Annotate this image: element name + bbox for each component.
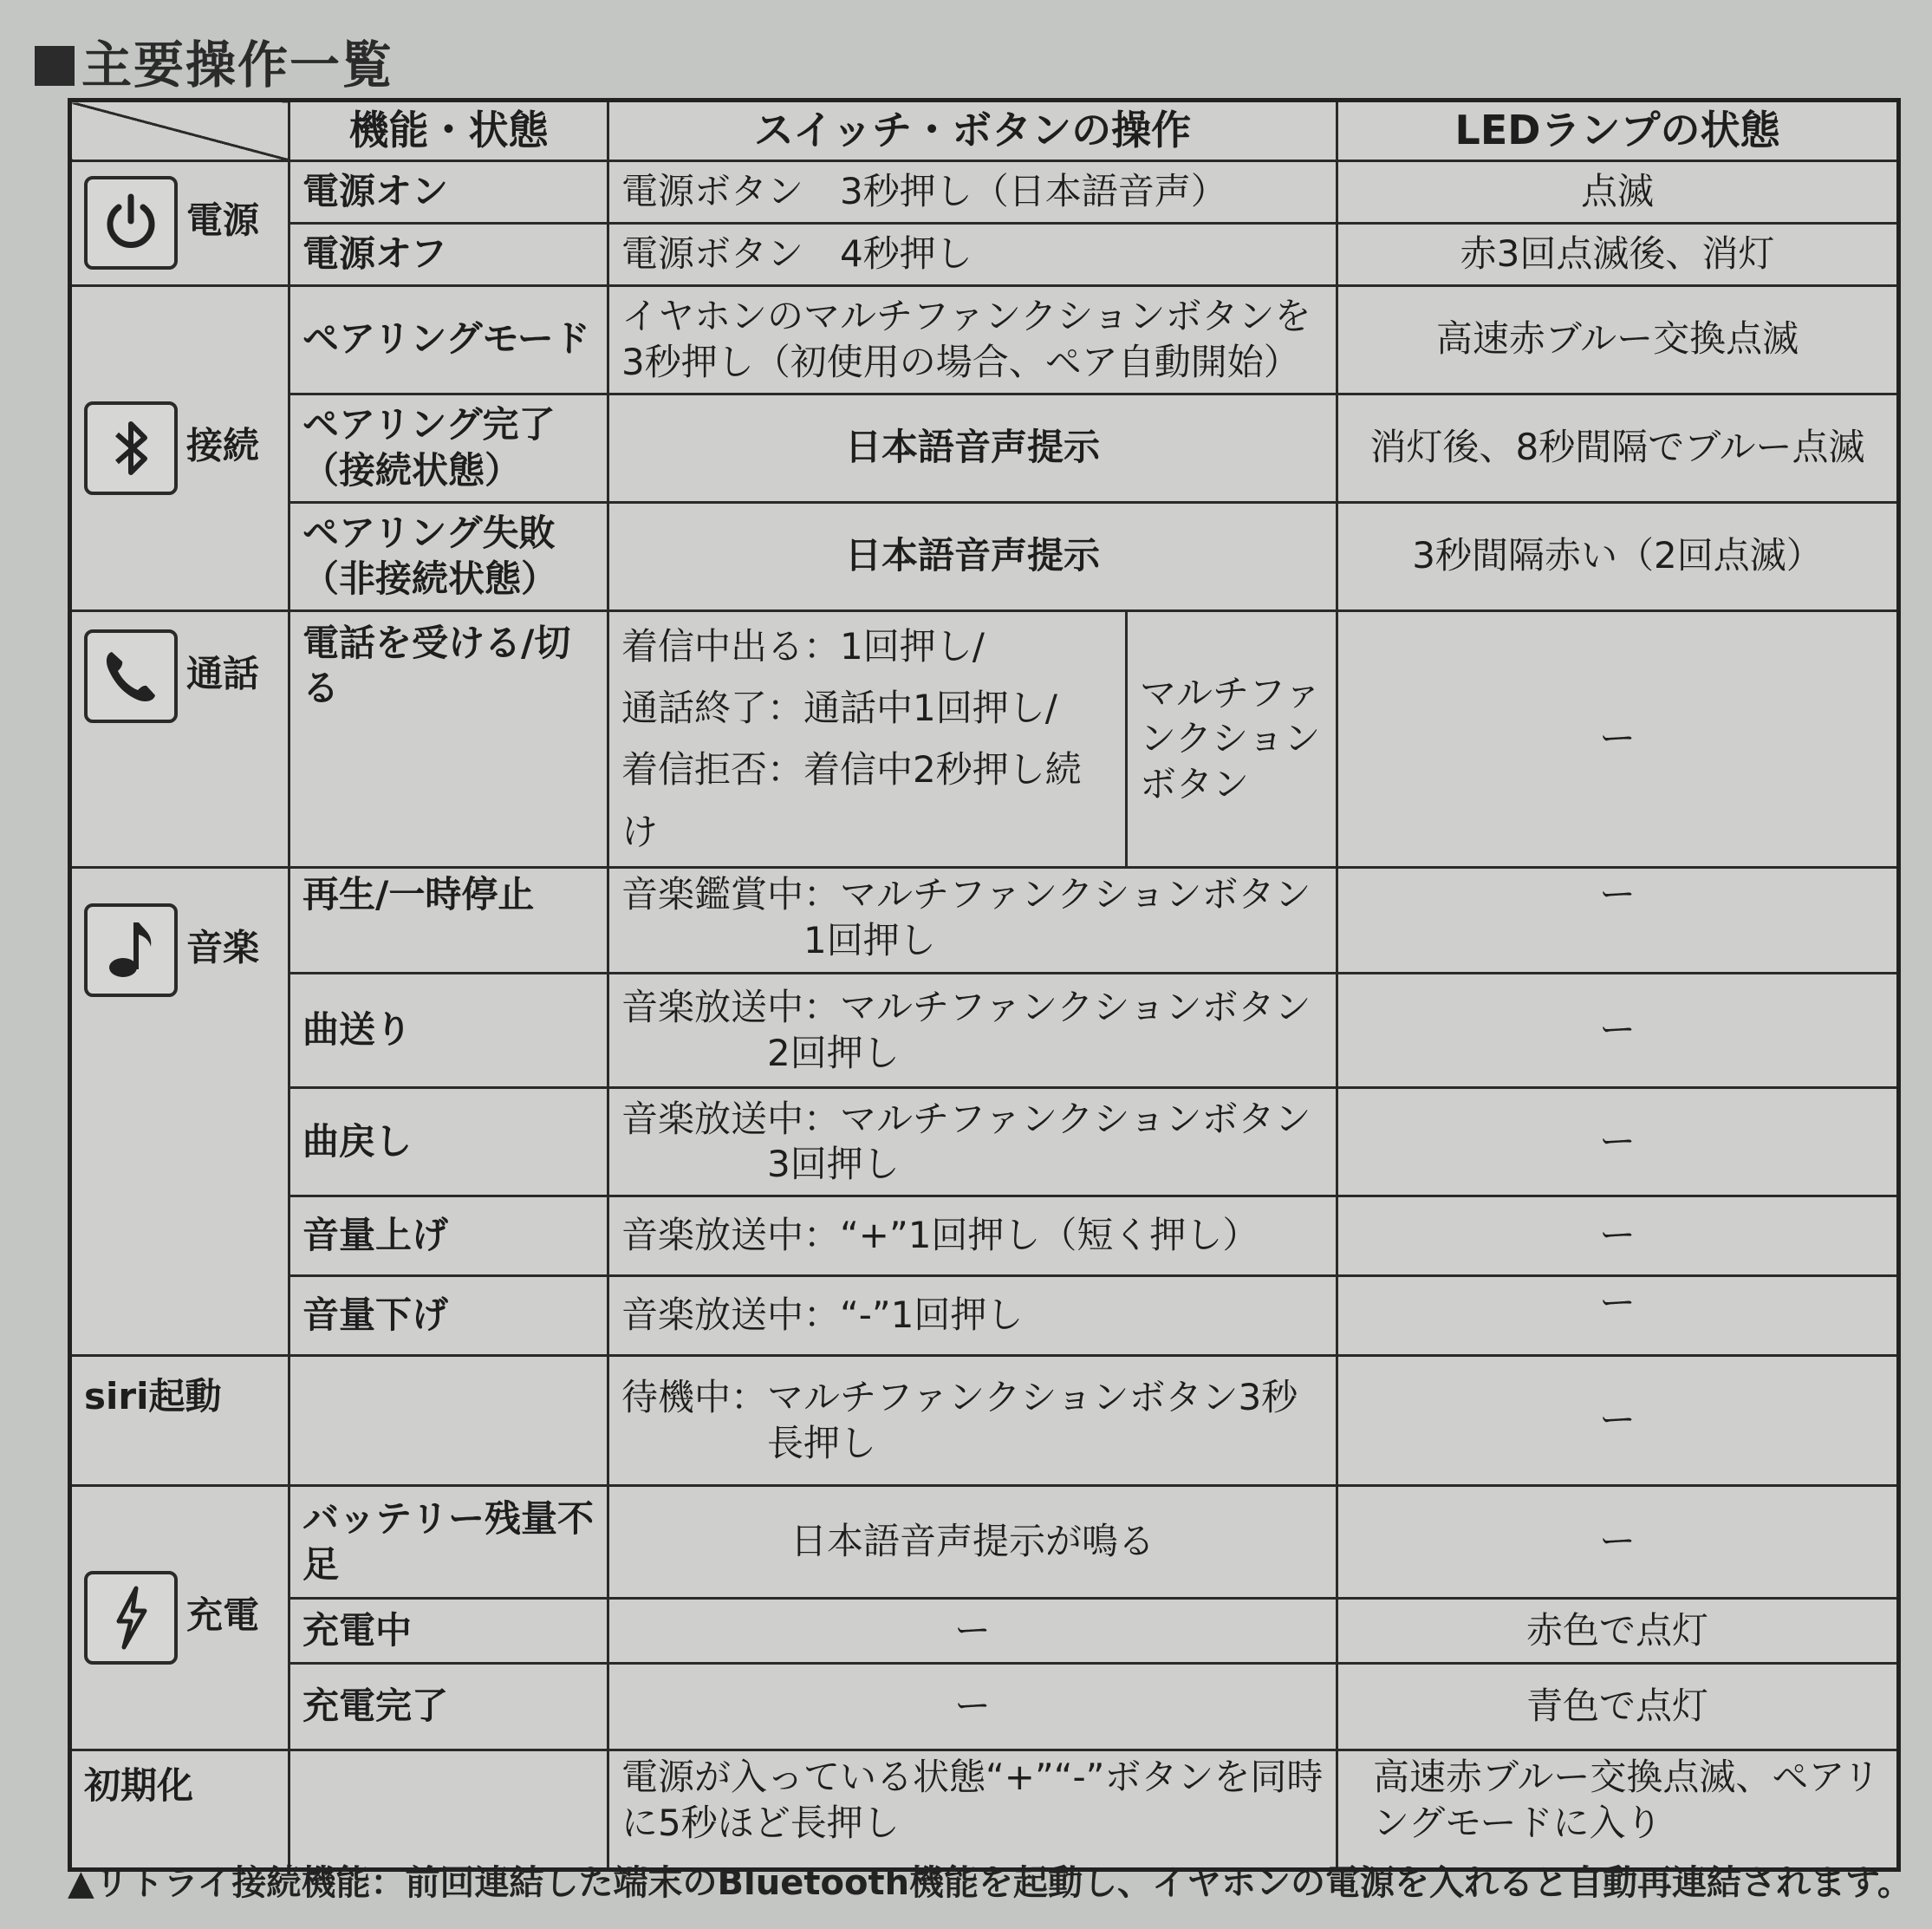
function-cell: 音量上げ [289,1196,608,1276]
table-row [70,868,1899,974]
category-charge [70,1486,289,1750]
table-row [70,1599,1899,1664]
operation-cell: ー [608,1599,1337,1664]
header-led: LEDランプの状態 [1337,101,1899,161]
category-label: 通話 [186,652,260,694]
operation-line: 2回押し [767,1031,900,1074]
table-row [70,1356,1899,1486]
operation-cell [608,868,1337,974]
table-row [70,285,1899,394]
call-operation-line: 着信拒否：着信中2秒押し続け [621,748,1082,853]
led-cell: 赤色で点灯 [1337,1599,1899,1664]
operation-cell: 日本語音声提示 [608,394,1337,502]
operation-line: 音楽放送中：マルチファンクションボタン [621,1097,1311,1140]
led-cell: ー [1337,1088,1899,1196]
table-row [70,610,1899,868]
led-cell: 高速赤ブルー交換点滅 [1337,285,1899,394]
operation-cell: 日本語音声提示が鳴る [608,1486,1337,1599]
bluetooth-icon [84,401,178,495]
category-music [70,868,289,1356]
page-title-text: 主要操作一覧 [81,36,394,94]
table-row [70,1088,1899,1196]
call-operations-cell [608,610,1127,868]
category-power [70,160,289,285]
operation-cell: 音楽放送中：“+”1回押し（短く押し） [608,1196,1337,1276]
category-label: 音楽 [186,926,260,969]
operation-line: 1回押し [803,918,936,961]
function-cell: ペアリング完了（接続状態） [289,394,608,502]
function-cell: 再生/一時停止 [289,868,608,974]
led-cell: ー [1337,1276,1899,1356]
table-row [70,1664,1899,1750]
function-cell: 曲戻し [289,1088,608,1196]
operation-cell: 音楽放送中：“-”1回押し [608,1276,1337,1356]
table-row [70,1486,1899,1599]
call-operation-line: 着信中出る：1回押し/ [621,624,985,668]
operation-line: 音楽放送中：マルチファンクションボタン [621,986,1311,1029]
operation-cell: イヤホンのマルチファンクションボタンを3秒押し（初使用の場合、ペア自動開始） [608,285,1337,394]
header-row [70,101,1899,161]
function-cell: ペアリングモード [289,285,608,394]
function-cell: 音量下げ [289,1276,608,1356]
category-call [70,610,289,868]
phone-icon [84,629,178,723]
header-operation: スイッチ・ボタンの操作 [608,101,1337,161]
table-row [70,394,1899,502]
header-function: 機能・状態 [289,101,608,161]
operation-cell: 電源ボタン 3秒押し（日本語音声） [608,160,1337,223]
button-name-cell: マルチファンクションボタン [1127,610,1337,868]
call-operation-line: 通話終了：通話中1回押し/ [621,686,1057,729]
category-label: 電源 [186,199,260,242]
power-icon [84,176,178,270]
operation-cell: ー [608,1664,1337,1750]
function-cell: 電源オフ [289,223,608,285]
operation-cell [608,1356,1337,1486]
operation-line: 長押し [767,1421,877,1464]
operation-cell [608,974,1337,1088]
led-cell: ー [1337,1356,1899,1486]
operation-line: 3回押し [767,1143,900,1186]
table-row [70,1750,1899,1870]
table-row [70,223,1899,285]
led-cell: ー [1337,1196,1899,1276]
operation-cell: 電源ボタン 4秒押し [608,223,1337,285]
table-row [70,974,1899,1088]
category-siri: siri起動 [70,1356,289,1486]
page-title [35,24,394,97]
operations-table [68,98,1901,1872]
function-cell: バッテリー残量不足 [289,1486,608,1599]
function-cell: ペアリング失敗（非接続状態） [289,502,608,610]
led-cell: 3秒間隔赤い（2回点滅） [1337,502,1899,610]
diagonal-corner-cell [70,101,289,161]
operation-cell: 日本語音声提示 [608,502,1337,610]
operation-line: 音楽鑑賞中：マルチファンクションボタン [621,873,1311,916]
category-label: 接続 [186,424,260,466]
operation-cell [608,1088,1337,1196]
led-cell: ー [1337,974,1899,1088]
table-row [70,502,1899,610]
empty-function-cell [289,1356,608,1486]
footnote: ▲リトライ接続機能：前回連結した端末のBluetooth機能を起動し、イヤホンの電源を入れると自動再連結されます。 [68,1863,1912,1903]
music-note-icon [84,903,178,997]
function-cell: 電源オン [289,160,608,223]
led-cell: 高速赤ブルー交換点滅、ペアリングモードに入り [1337,1750,1899,1870]
table-row [70,160,1899,223]
operation-line: 待機中：マルチファンクションボタン3秒 [621,1376,1298,1419]
led-cell: 点滅 [1337,160,1899,223]
table-row [70,1196,1899,1276]
function-cell: 曲送り [289,974,608,1088]
function-cell: 充電中 [289,1599,608,1664]
led-cell: 青色で点灯 [1337,1664,1899,1750]
category-connect [70,285,289,610]
led-cell: ー [1337,610,1899,868]
category-reset: 初期化 [70,1750,289,1870]
led-cell: 消灯後、8秒間隔でブルー点滅 [1337,394,1899,502]
function-cell: 充電完了 [289,1664,608,1750]
table-row [70,1276,1899,1356]
operation-cell: 電源が入っている状態“+”“-”ボタンを同時に5秒ほど長押し [608,1750,1337,1870]
led-cell: 赤3回点滅後、消灯 [1337,223,1899,285]
title-square-icon [35,46,75,86]
lightning-icon [84,1571,178,1665]
empty-function-cell [289,1750,608,1870]
led-cell: ー [1337,868,1899,974]
function-cell: 電話を受ける/切る [289,610,608,868]
category-label: 充電 [186,1593,260,1637]
led-cell: ー [1337,1486,1899,1599]
